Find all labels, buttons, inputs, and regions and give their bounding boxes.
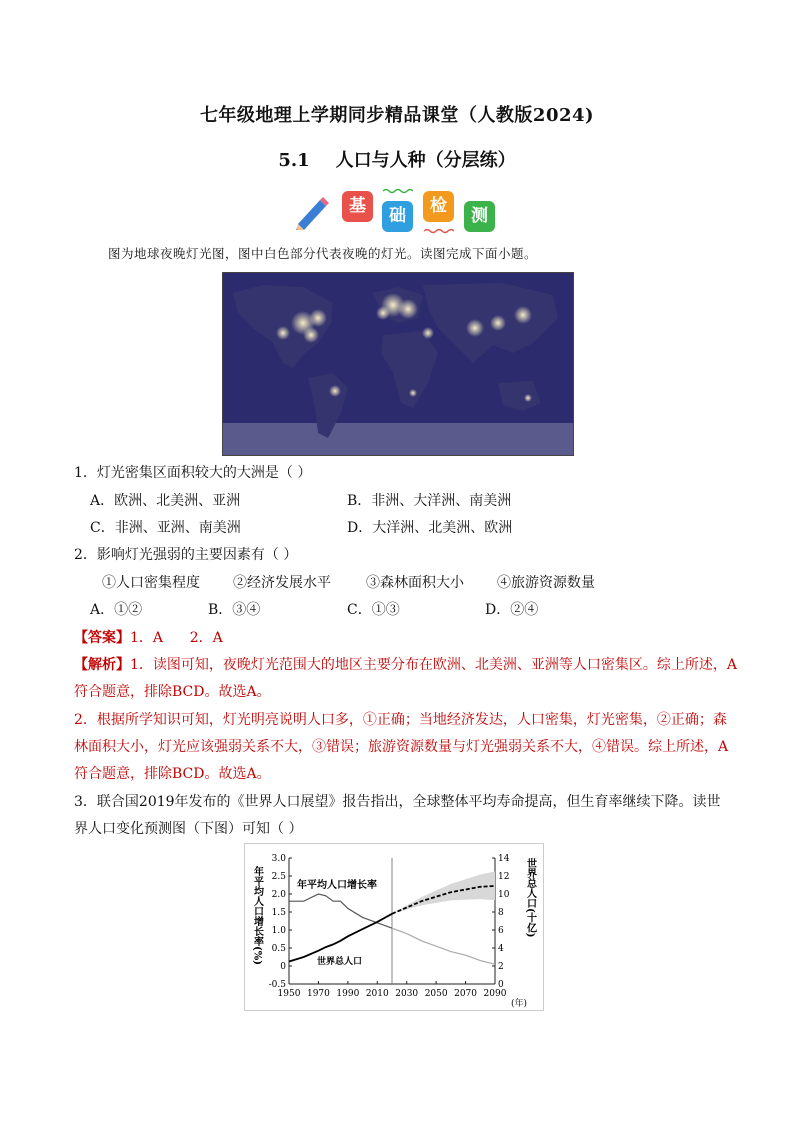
intro-text: 图为地球夜晚灯光图，图中白色部分代表夜晚的灯光。读图完成下面小题。 [108,246,538,261]
squiggle-decoration [382,188,413,194]
right-tick-label: 4 [498,944,504,954]
question-1-stem: 1．灯光密集区面积较大的大洲是（ ） [74,465,312,481]
left-tick-label: 1.5 [271,908,286,918]
q2-option-a: A．①② [90,602,143,618]
q1-option-d: D．大洋洲、北美洲、欧洲 [347,520,513,536]
badge-jian: 检 [423,191,454,222]
x-tick-label: 2070 [454,989,478,999]
x-tick-label: 2030 [395,989,419,999]
left-tick-label: 1.0 [271,926,286,936]
population-uncertainty-band [392,872,495,914]
page-title: 七年级地理上学期同步精品课堂（人教版2024) [199,105,595,126]
answer-block [74,627,223,647]
q2-factor-2: ②经济发展水平 [233,575,331,591]
left-tick-label: 2.0 [271,890,286,900]
answer-text: 1．A 2．A [130,630,223,646]
analysis-line-5: 符合题意，排除BCD。故选A。 [74,766,271,782]
rate-line-projected [392,928,495,964]
analysis-label: 【解析】 [74,657,130,673]
right-tick-label: 10 [498,890,510,900]
analysis-line-1: 【解析】1．读图可知，夜晚灯光范围大的地区主要分布在欧洲、北美洲、亚洲等人口密集区。综上所述，A [74,657,738,673]
night-lights-world-map [222,272,574,456]
left-axis-label: 年平均人口增长率(%) [251,866,263,965]
q2-factor-3: ③森林面积大小 [366,575,464,591]
question-3-line-2: 界人口变化预测图（下图）可知（ ） [74,821,303,837]
question-3-line-1: 3．联合国2019年发布的《世界人口展望》报告指出，全球整体平均寿命提高，但生育率继续下降。读世 [74,794,721,810]
right-tick-label: 14 [498,854,510,864]
squiggle-decoration [423,228,454,234]
left-tick-label: 3.0 [271,854,286,864]
right-tick-label: 2 [498,962,504,972]
population-forecast-chart [244,843,544,1011]
answer-label: 【答案】 [74,630,130,646]
q1-option-c: C．非洲、亚洲、南美洲 [90,520,241,536]
rate-series-label: 年平均人口增长率 [297,880,377,891]
q2-option-c: C．①③ [347,602,400,618]
population-series-label: 世界总人口 [317,957,363,967]
population-line-historical [289,914,392,962]
left-tick-label: 0.5 [271,944,286,954]
left-tick-label: -0.5 [268,980,286,990]
q1-option-a: A．欧洲、北美洲、亚洲 [90,493,241,509]
question-2-stem: 2．影响灯光强弱的主要因素有（ ） [74,547,298,563]
x-tick-label: 1970 [306,989,330,999]
basic-test-banner [292,188,512,240]
q2-option-d: D．②④ [485,602,539,618]
x-unit-label: (年) [511,999,528,1009]
section-heading [0,146,794,172]
analysis-line-3: 2．根据所学知识可知，灯光明亮说明人口多，①正确；当地经济发达，人口密集，灯光密集，②正确；森 [74,712,727,728]
q2-option-b: B．③④ [208,602,261,618]
analysis-line-4: 林面积大小，灯光应该强弱关系不大，③错误；旅游资源数量与灯光强弱关系不大，④错误。综上所述，A [74,739,729,755]
x-tick-label: 2010 [365,989,389,999]
badge-chu: 础 [382,201,413,232]
right-tick-label: 6 [498,926,504,936]
right-tick-label: 8 [498,908,504,918]
x-tick-label: 2050 [424,989,448,999]
right-tick-label: 0 [498,980,504,990]
chart-axes [269,854,510,999]
pencil-icon [292,194,332,230]
q1-option-b: B．非洲、大洋洲、南美洲 [347,493,512,509]
right-axis-label: 世界总人口(十亿) [524,858,536,938]
badge-ce: 测 [464,201,495,232]
x-tick-label: 2090 [483,989,507,999]
q2-factor-1: ①人口密集程度 [102,575,200,591]
left-tick-label: 2.5 [271,872,286,882]
left-tick-label: 0 [280,962,286,972]
section-title: 人口与人种（分层练） [335,150,516,171]
x-tick-label: 1950 [277,989,301,999]
q2-factor-4: ④旅游资源数量 [497,575,595,591]
x-tick-label: 1990 [336,989,360,999]
right-tick-label: 12 [498,872,510,882]
badge-ji: 基 [342,191,373,222]
analysis-line-2: 符合题意，排除BCD。故选A。 [74,684,271,700]
section-number: 5.1 [278,150,310,171]
